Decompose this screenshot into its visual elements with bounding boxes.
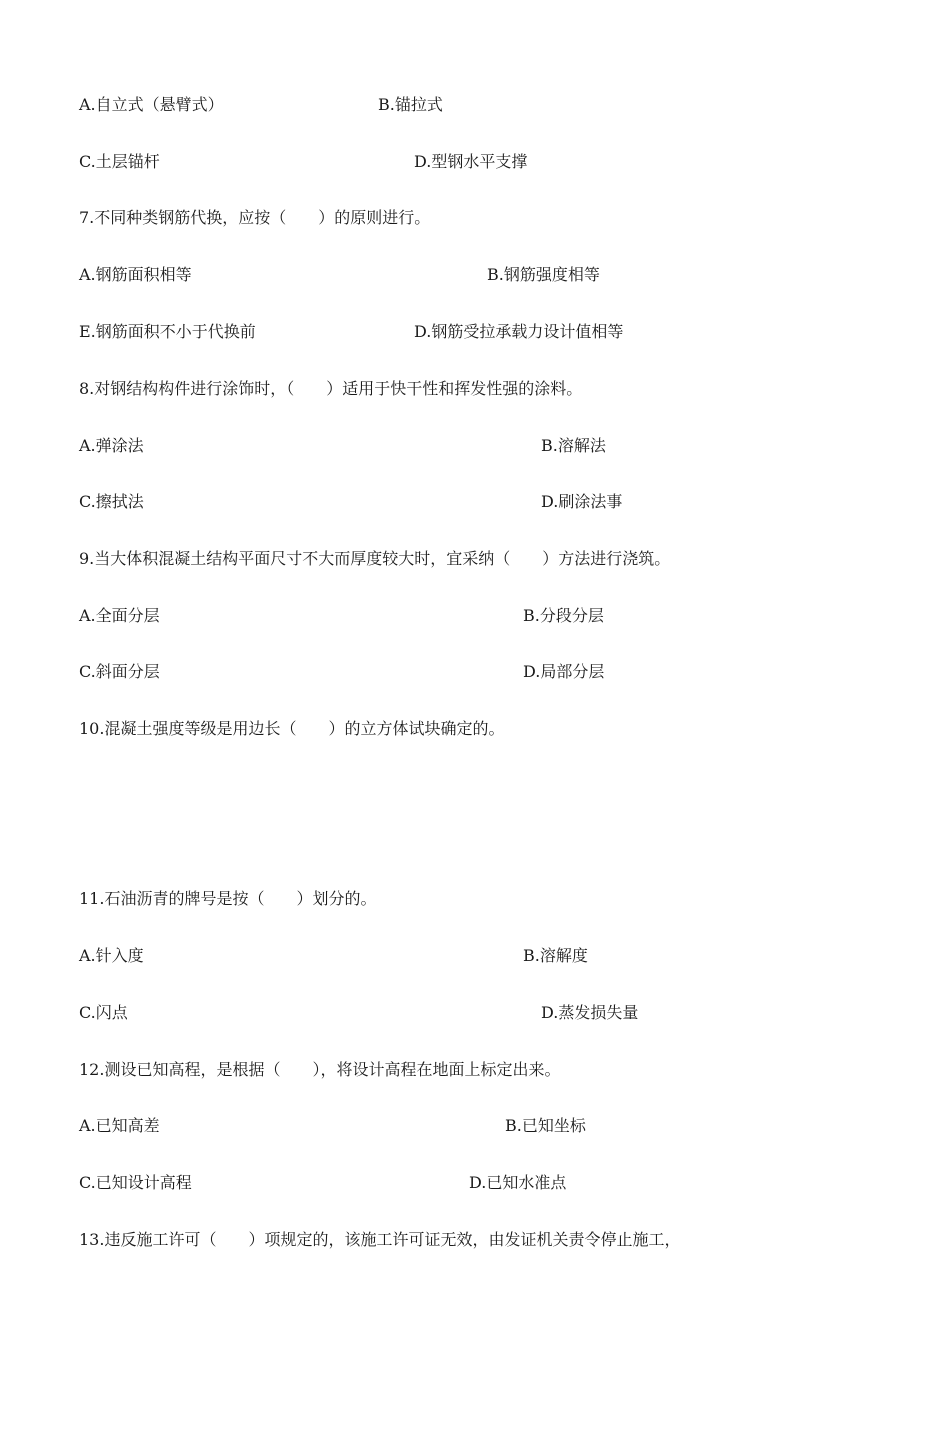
- q8-option-b: B.溶解法: [541, 436, 606, 455]
- q12-option-a: A.已知高差: [79, 1116, 160, 1135]
- q7-option-d: D.钢筋受拉承载力设计值相等: [414, 322, 624, 341]
- q6-option-a: A.自立式（悬臂式）: [79, 95, 224, 114]
- q12-option-c: C.已知设计高程: [79, 1173, 192, 1192]
- q8-stem: 8.对钢结构构件进行涂饰时，（ ）适用于快干性和挥发性强的涂料。: [79, 379, 583, 398]
- q6-option-d: D.型钢水平支撑: [414, 152, 528, 171]
- q6-option-c: C.土层锚杆: [79, 152, 160, 171]
- q7-option-a: A.钢筋面积相等: [79, 265, 192, 284]
- q11-option-d: D.蒸发损失量: [541, 1003, 639, 1022]
- q12-option-b: B.已知坐标: [505, 1116, 586, 1135]
- q8-option-d: D.刷涂法事: [541, 492, 623, 511]
- q9-option-b: B.分段分层: [523, 606, 604, 625]
- q12-option-d: D.已知水准点: [469, 1173, 567, 1192]
- q9-stem: 9.当大体积混凝土结构平面尺寸不大而厚度较大时，宜采纳（ ）方法进行浇筑。: [79, 549, 671, 568]
- q12-stem: 12.测设已知高程，是根据（ ），将设计高程在地面上标定出来。: [79, 1060, 561, 1079]
- q13-stem: 13.违反施工许可（ ）项规定的，该施工许可证无效，由发证机关责令停止施工，: [79, 1230, 681, 1249]
- q8-option-c: C.擦拭法: [79, 492, 144, 511]
- q11-option-c: C.闪点: [79, 1003, 128, 1022]
- q6-option-b: B.锚拉式: [378, 95, 443, 114]
- q7-option-e: E.钢筋面积不小于代换前: [79, 322, 256, 341]
- q8-option-a: A.弹涂法: [79, 436, 144, 455]
- q10-stem: 10.混凝土强度等级是用边长（ ）的立方体试块确定的。: [79, 719, 505, 738]
- q9-option-c: C.斜面分层: [79, 662, 160, 681]
- q7-stem: 7.不同种类钢筋代换，应按（ ）的原则进行。: [79, 208, 431, 227]
- q9-option-d: D.局部分层: [523, 662, 605, 681]
- q7-option-b: B.钢筋强度相等: [487, 265, 600, 284]
- q11-option-a: A.针入度: [79, 946, 144, 965]
- q9-option-a: A.全面分层: [79, 606, 160, 625]
- q11-option-b: B.溶解度: [523, 946, 588, 965]
- q11-stem: 11.石油沥青的牌号是按（ ）划分的。: [79, 889, 377, 908]
